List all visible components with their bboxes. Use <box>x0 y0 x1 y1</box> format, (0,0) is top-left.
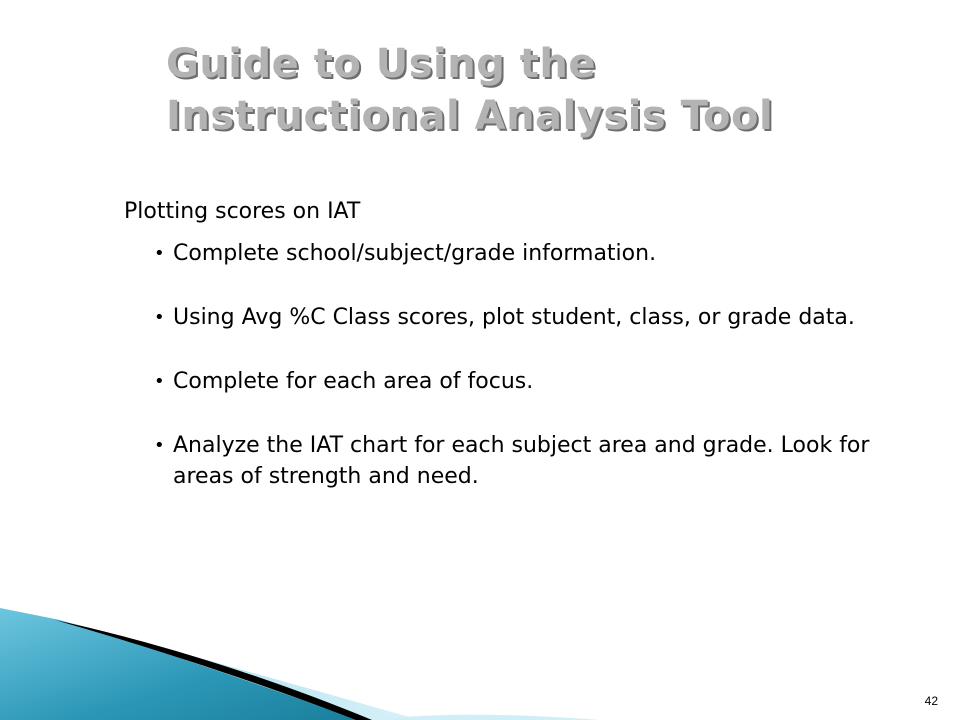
slide-body <box>124 196 924 525</box>
bullet-list <box>124 238 924 492</box>
bullet-item-3: • Complete for each area of focus. <box>154 366 924 397</box>
bullet-item-4: • Analyze the IAT chart for each subject area and grade. Look for areas of strength and need. <box>154 430 924 492</box>
corner-swoosh-decoration <box>0 590 600 720</box>
page-number: 42 <box>924 694 938 708</box>
swoosh-teal-shape <box>0 608 360 720</box>
slide-title-line-1: Guide to Using the <box>166 41 596 87</box>
slide-title-line-2: Instructional Analysis Tool <box>166 93 774 139</box>
section-heading: Plotting scores on IAT <box>124 199 361 224</box>
bullet-item-2: • Using Avg %C Class scores, plot student, class, or grade data. <box>154 302 924 333</box>
swoosh-pale-tail <box>372 715 600 720</box>
slide-title <box>166 38 926 142</box>
bullet-item-1: • Complete school/subject/grade information. <box>154 238 924 269</box>
